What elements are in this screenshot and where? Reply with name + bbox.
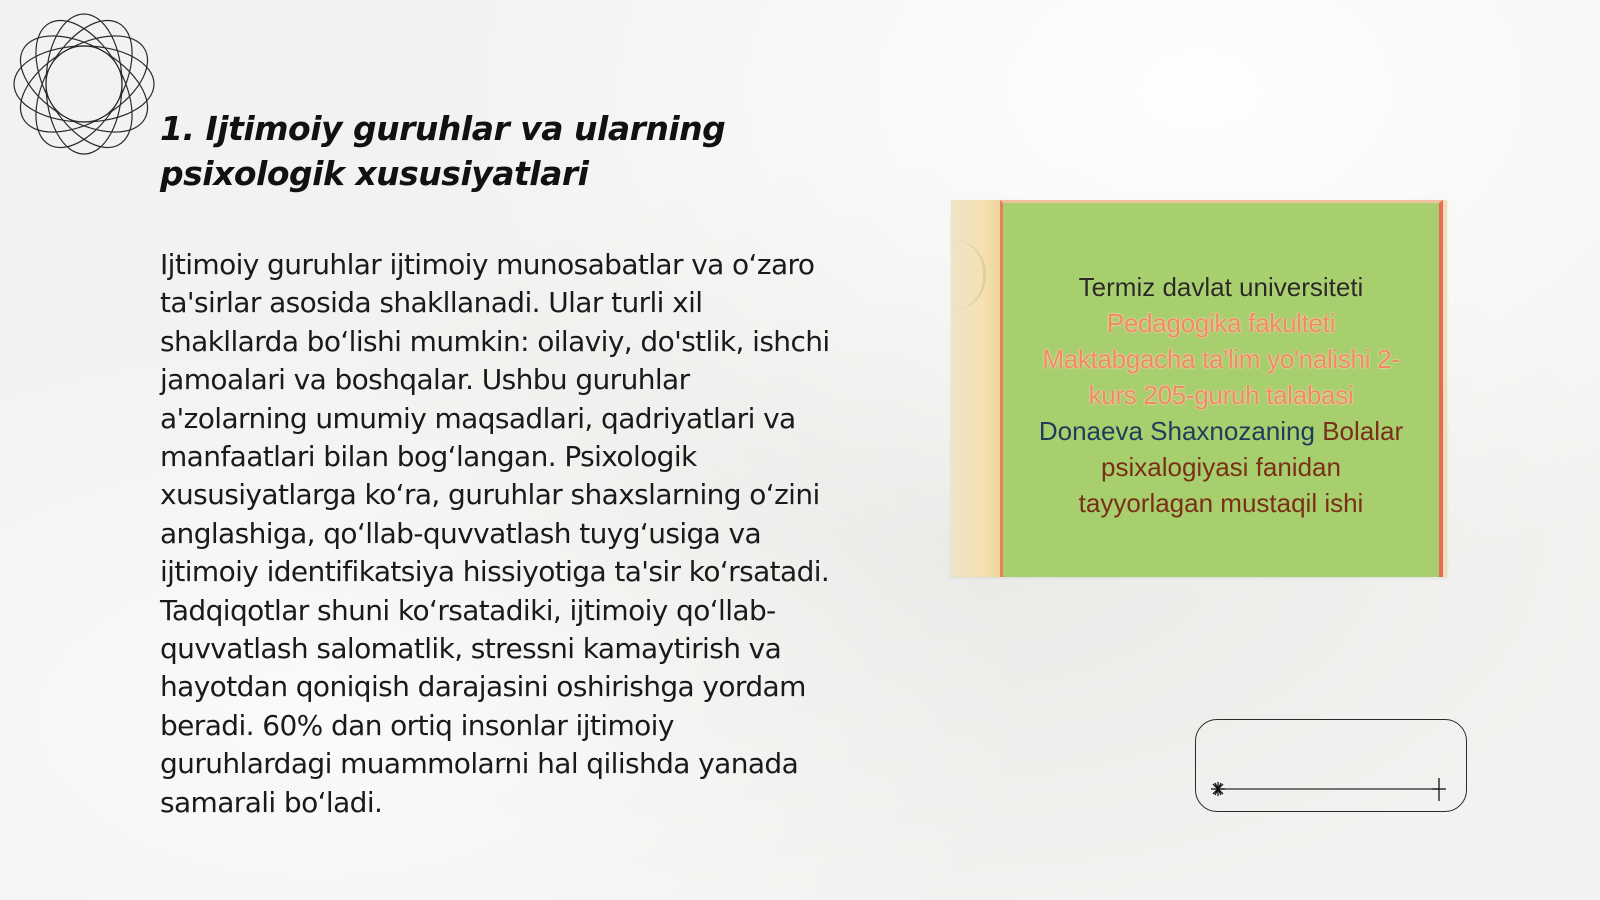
spirograph-rosette-icon	[10, 10, 158, 158]
group-line: kurs 205-guruh talabasi	[1088, 380, 1354, 410]
direction-line: Maktabgacha ta'lim yo'nalishi 2-	[1042, 344, 1400, 374]
subject-line: psixalogiyasi fanidan	[1101, 452, 1341, 482]
image-green-panel	[1000, 200, 1443, 577]
slide-title	[160, 106, 860, 196]
faculty-line: Pedagogika fakulteti	[1106, 308, 1336, 338]
student-line	[1003, 413, 1439, 449]
title-line-2: psixologik xususiyatlari	[160, 154, 589, 193]
university-line: Termiz davlat universiteti	[1078, 272, 1364, 302]
decorative-curl	[953, 240, 986, 310]
decorative-rounded-box	[1195, 719, 1467, 812]
work-line: tayyorlagan mustaqil ishi	[1078, 488, 1364, 518]
slide-body-text: Ijtimoiy guruhlar ijtimoiy munosabatlar va o‘zaro ta'sirlar asosida shakllanadi. Ular turli xil shakllarda bo‘lishi mumkin: oilaviy, do'stlik, ishchi jamoalari va boshqalar. Ushbu guruhlar a'zolarning umumiy maqsadlari, qadriyatlari va manfaatlari bilan bog‘langan. Psixologik xususiyatlarga ko‘ra, guruhlar shaxslarning o‘zini anglashiga, qo‘llab-quvvatlash tuyg‘usiga va ijtimoiy identifikatsiya hissiyotiga ta'sir ko‘rsatadi. Tadqiqotlar shuni ko‘rsatadiki, ijtimoiy qo‘llab-quvvatlash salomatlik, stressni kamaytirish va hayotdan qoniqish darajasini oshirishga yordam beradi. 60% dan ortiq insonlar ijtimoiy guruhlardagi muammolarni hal qilishda yanada samarali bo‘ladi.	[160, 248, 830, 819]
image-text-block	[1003, 269, 1439, 521]
title-page-image	[951, 200, 1447, 577]
plus-icon	[1432, 778, 1446, 801]
decorative-line-art	[1196, 720, 1468, 813]
title-line-1: 1. Ijtimoiy guruhlar va ularning	[160, 109, 726, 148]
subject-start: Bolalar	[1314, 416, 1404, 446]
image-left-strip	[951, 200, 1000, 577]
student-name: Donaeva Shaxnozaning	[1038, 416, 1315, 446]
starburst-icon	[1211, 782, 1225, 796]
